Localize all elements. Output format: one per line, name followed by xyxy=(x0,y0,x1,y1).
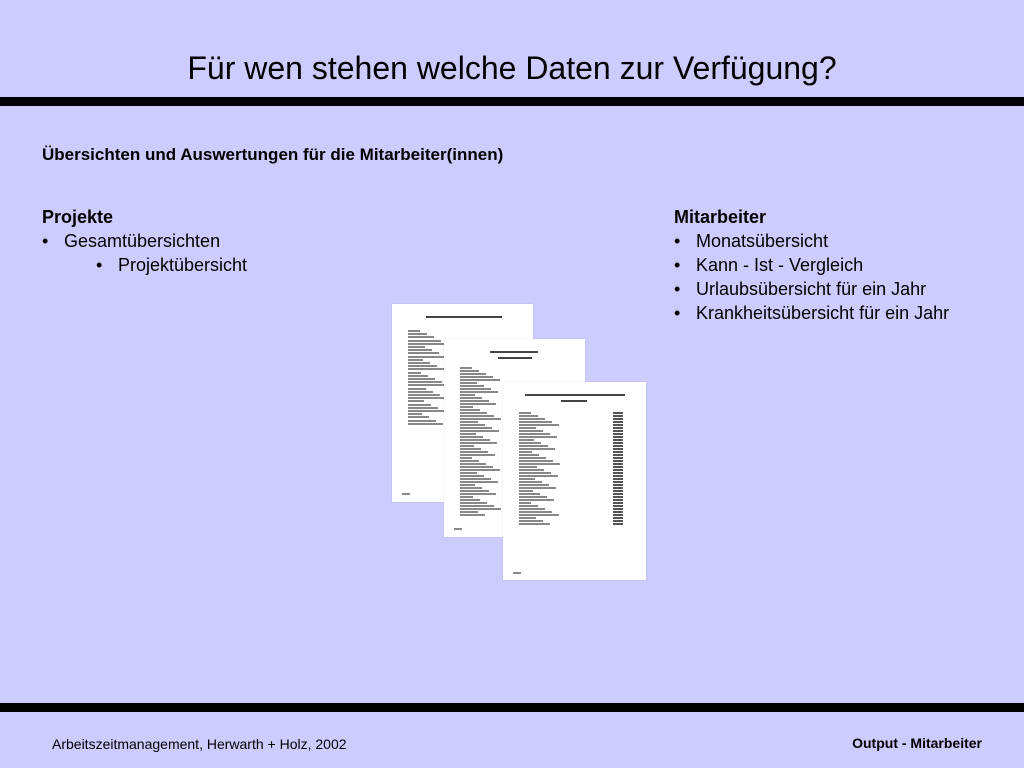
thumbnail-text-line xyxy=(613,430,623,432)
thumbnail-text-line xyxy=(613,475,623,477)
thumbnail-text-line xyxy=(408,359,423,361)
thumbnail-text-line xyxy=(460,367,472,369)
thumbnail-text-line xyxy=(613,451,623,453)
thumbnail-text-line xyxy=(408,410,445,412)
thumbnail-text-line xyxy=(519,490,533,492)
employees-bullet xyxy=(674,229,949,253)
thumbnail-text-line xyxy=(460,490,489,492)
thumbnail-text-line xyxy=(460,406,473,408)
thumbnail-text-line xyxy=(408,336,434,338)
thumbnail-text-line xyxy=(613,472,623,474)
thumbnail-text-line xyxy=(460,436,483,438)
thumbnail-text-line xyxy=(460,421,478,423)
thumbnail-text-line xyxy=(613,424,623,426)
thumbnail-text-line xyxy=(519,463,560,465)
thumbnail-text-line xyxy=(408,391,433,393)
thumbnail-text-line xyxy=(460,472,477,474)
thumbnail-text-line xyxy=(460,385,484,387)
thumbnail-text-line xyxy=(460,370,479,372)
thumbnail-text-line xyxy=(460,442,497,444)
projects-subbullet xyxy=(42,253,247,277)
thumbnail-text-line xyxy=(613,508,623,510)
thumbnail-text-line xyxy=(613,415,623,417)
thumbnail-text-line xyxy=(519,511,552,513)
thumbnail-text-line xyxy=(408,394,440,396)
thumbnail-text-line xyxy=(408,404,431,406)
thumbnail-text-line xyxy=(408,381,442,383)
thumbnail-text-line xyxy=(613,466,623,468)
thumbnail-text-line xyxy=(460,439,490,441)
thumbnail-text-line xyxy=(613,454,623,456)
thumbnail-text-line xyxy=(613,505,623,507)
thumbnail-text-line xyxy=(408,349,432,351)
thumbnail-text-line xyxy=(460,433,476,435)
thumbnail-text-line xyxy=(460,424,485,426)
projects-subitem: Projektübersicht xyxy=(118,255,248,275)
thumbnail-text-line xyxy=(460,418,501,420)
report-page-3 xyxy=(503,382,646,580)
thumbnail-text-line xyxy=(460,412,487,414)
thumbnail-text-line xyxy=(408,413,422,415)
thumbnail-text-line xyxy=(613,436,623,438)
thumbnail-text-line xyxy=(460,448,481,450)
employees-heading: Mitarbeiter xyxy=(674,207,767,227)
thumbnail-text-line xyxy=(519,478,535,480)
thumbnail-text-line xyxy=(519,418,545,420)
thumbnail-text-line xyxy=(613,442,623,444)
thumbnail-text-line xyxy=(408,375,428,377)
thumbnail-text-line xyxy=(613,484,623,486)
footer-source: Arbeitszeitmanagement, Herwarth + Holz, 2002 xyxy=(52,736,347,752)
thumbnail-text-line xyxy=(613,511,623,513)
thumbnail-text-line xyxy=(408,420,436,422)
thumbnail-text-line xyxy=(613,520,623,522)
thumbnail-text-line xyxy=(519,514,559,516)
thumbnail-text-line xyxy=(460,505,494,507)
thumbnail-text-line xyxy=(460,481,498,483)
thumbnail-text-line xyxy=(519,469,544,471)
bullet-dot: • xyxy=(674,279,681,299)
bullet-dot: • xyxy=(674,231,681,251)
thumbnail-text-line xyxy=(408,365,437,367)
thumbnail-text-line xyxy=(519,415,538,417)
thumbnail-text-line xyxy=(460,430,499,432)
thumbnail-text-line xyxy=(519,442,541,444)
thumbnail-text-line xyxy=(613,421,623,423)
thumbnail-text-line xyxy=(408,416,429,418)
thumbnail-text-line xyxy=(460,466,493,468)
thumbnail-text-line xyxy=(460,463,486,465)
thumbnail-text-line xyxy=(519,481,542,483)
thumbnail-text-line xyxy=(613,457,623,459)
thumbnail-text-line xyxy=(519,523,550,525)
thumbnail-text-line xyxy=(460,454,495,456)
thumbnail-text-line xyxy=(519,466,537,468)
employees-column xyxy=(674,205,949,325)
thumbnail-text-line xyxy=(519,496,547,498)
thumbnail-text-line xyxy=(613,481,623,483)
thumbnail-text-line xyxy=(525,394,625,396)
thumbnail-text-line xyxy=(460,373,486,375)
thumbnail-text-line xyxy=(613,502,623,504)
thumbnail-text-line xyxy=(408,356,446,358)
thumbnail-text-line xyxy=(613,463,623,465)
thumbnail-text-line xyxy=(519,505,538,507)
thumbnail-text-line xyxy=(460,508,501,510)
thumbnail-text-line xyxy=(460,427,492,429)
thumbnail-text-line xyxy=(519,517,536,519)
thumbnail-text-line xyxy=(519,427,536,429)
thumbnail-text-line xyxy=(613,493,623,495)
thumbnail-text-line xyxy=(613,448,623,450)
employees-bullet xyxy=(674,301,949,325)
thumbnail-text-line xyxy=(402,493,410,495)
thumbnail-text-line xyxy=(460,475,484,477)
thumbnail-text-line xyxy=(613,514,623,516)
thumbnail-text-line xyxy=(613,439,623,441)
thumbnail-text-line xyxy=(613,445,623,447)
footer-section: Output - Mitarbeiter xyxy=(852,735,982,751)
thumbnail-text-line xyxy=(613,418,623,420)
thumbnail-text-line xyxy=(519,436,557,438)
bottom-rule xyxy=(0,703,1024,712)
thumbnail-text-line xyxy=(613,469,623,471)
thumbnail-text-line xyxy=(460,451,488,453)
thumbnail-text-line xyxy=(460,469,500,471)
thumbnail-text-line xyxy=(519,430,543,432)
thumbnail-text-line xyxy=(460,484,475,486)
thumbnail-text-line xyxy=(519,502,531,504)
thumbnail-text-line xyxy=(613,412,623,414)
thumbnail-text-line xyxy=(519,484,549,486)
thumbnail-text-line xyxy=(519,487,556,489)
thumbnail-text-line xyxy=(408,388,426,390)
bullet-dot: • xyxy=(674,255,681,275)
thumbnail-text-line xyxy=(498,357,532,359)
employees-bullet xyxy=(674,253,949,277)
thumbnail-text-line xyxy=(460,394,475,396)
thumbnail-text-line xyxy=(460,376,493,378)
thumbnail-text-line xyxy=(460,502,487,504)
thumbnail-text-line xyxy=(460,382,477,384)
thumbnail-text-line xyxy=(460,487,482,489)
thumbnail-text-line xyxy=(408,378,435,380)
projects-column xyxy=(42,205,247,277)
thumbnail-text-line xyxy=(460,397,482,399)
thumbnail-text-line xyxy=(519,448,555,450)
top-rule xyxy=(0,97,1024,106)
thumbnail-text-line xyxy=(460,457,472,459)
employees-bullet xyxy=(674,277,949,301)
thumbnail-text-line xyxy=(408,330,420,332)
employees-item: Urlaubsübersicht für ein Jahr xyxy=(696,279,927,299)
thumbnail-text-line xyxy=(519,520,543,522)
thumbnail-text-line xyxy=(513,572,521,574)
employees-item: Monatsübersicht xyxy=(696,231,829,251)
thumbnail-text-line xyxy=(460,400,489,402)
thumbnail-text-line xyxy=(519,445,548,447)
thumbnail-text-line xyxy=(490,351,538,353)
thumbnail-text-line xyxy=(613,478,623,480)
thumbnail-text-line xyxy=(519,439,534,441)
bullet-dot: • xyxy=(96,255,103,275)
thumbnail-text-line xyxy=(426,316,502,318)
thumbnail-text-line xyxy=(519,493,540,495)
thumbnail-text-line xyxy=(561,400,587,402)
thumbnail-text-line xyxy=(519,421,552,423)
thumbnail-text-line xyxy=(460,460,479,462)
thumbnail-text-line xyxy=(408,333,427,335)
thumbnail-text-line xyxy=(460,445,474,447)
report-thumbnails xyxy=(392,304,646,582)
thumbnail-text-line xyxy=(613,427,623,429)
thumbnail-text-line xyxy=(519,508,545,510)
thumbnail-text-line xyxy=(613,523,623,525)
thumbnail-text-line xyxy=(613,433,623,435)
thumbnail-text-line xyxy=(408,400,424,402)
employees-item: Krankheitsübersicht für ein Jahr xyxy=(696,303,950,323)
thumbnail-text-line xyxy=(460,478,491,480)
thumbnail-text-line xyxy=(408,423,443,425)
thumbnail-text-line xyxy=(408,372,421,374)
thumbnail-text-line xyxy=(519,433,550,435)
thumbnail-text-line xyxy=(519,457,546,459)
thumbnail-text-line xyxy=(460,415,494,417)
thumbnail-text-line xyxy=(519,460,553,462)
employees-item: Kann - Ist - Vergleich xyxy=(696,255,864,275)
thumbnail-text-line xyxy=(454,528,462,530)
thumbnail-text-line xyxy=(460,499,480,501)
thumbnail-text-line xyxy=(460,496,473,498)
thumbnail-text-line xyxy=(460,409,480,411)
thumbnail-text-line xyxy=(408,362,430,364)
projects-bullet xyxy=(42,229,247,253)
thumbnail-text-line xyxy=(613,487,623,489)
thumbnail-text-line xyxy=(613,496,623,498)
thumbnail-text-line xyxy=(408,368,444,370)
thumbnail-text-line xyxy=(460,511,478,513)
thumbnail-text-line xyxy=(408,343,448,345)
thumbnail-text-line xyxy=(408,407,438,409)
projects-heading: Projekte xyxy=(42,207,114,227)
thumbnail-text-line xyxy=(519,472,551,474)
bullet-dot: • xyxy=(674,303,681,323)
thumbnail-text-line xyxy=(519,412,531,414)
thumbnail-text-line xyxy=(613,499,623,501)
thumbnail-text-line xyxy=(460,403,496,405)
thumbnail-text-line xyxy=(519,451,532,453)
thumbnail-text-line xyxy=(519,454,539,456)
thumbnail-text-line xyxy=(613,460,623,462)
thumbnail-text-line xyxy=(519,475,558,477)
thumbnail-text-line xyxy=(519,424,559,426)
thumbnail-text-line xyxy=(408,346,425,348)
thumbnail-text-line xyxy=(613,517,623,519)
thumbnail-text-line xyxy=(519,499,554,501)
thumbnail-text-line xyxy=(460,379,500,381)
thumbnail-text-line xyxy=(460,493,496,495)
thumbnail-text-line xyxy=(460,514,485,516)
thumbnail-text-line xyxy=(408,352,439,354)
thumbnail-text-line xyxy=(408,397,447,399)
thumbnail-text-line xyxy=(408,340,441,342)
bullet-dot: • xyxy=(42,231,49,251)
slide-subtitle: Übersichten und Auswertungen für die Mitarbeiter(innen) xyxy=(42,145,504,164)
slide-title: Für wen stehen welche Daten zur Verfügung? xyxy=(187,50,837,86)
thumbnail-text-line xyxy=(613,490,623,492)
projects-item: Gesamtübersichten xyxy=(64,231,221,251)
thumbnail-text-line xyxy=(408,384,449,386)
thumbnail-text-line xyxy=(460,388,491,390)
thumbnail-text-line xyxy=(460,391,498,393)
